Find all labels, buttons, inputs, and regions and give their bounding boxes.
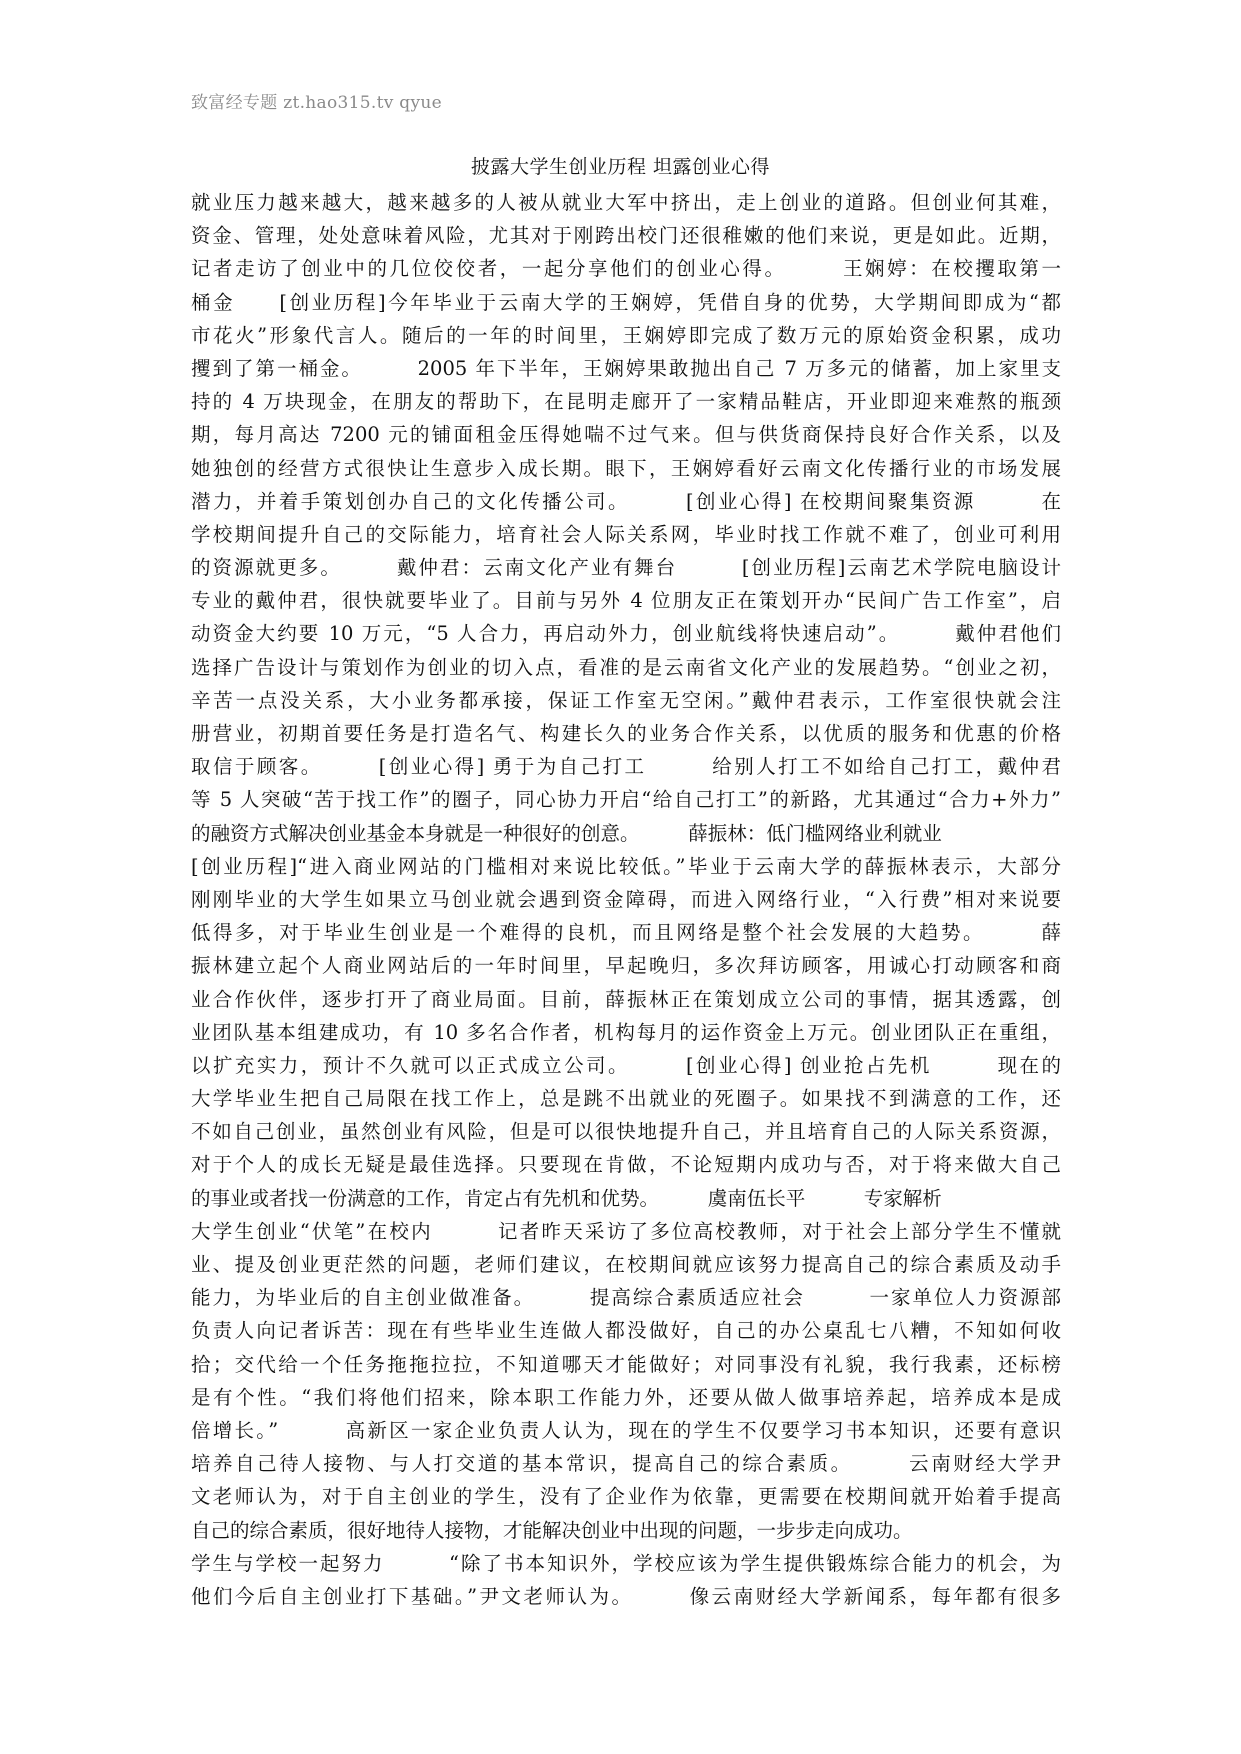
body-line: 就业压力越来越大，越来越多的人被从就业大军中挤出，走上创业的道路。但创业何其难， (191, 191, 1061, 214)
body-line: 她独创的经营方式很快让生意步入成长期。眼下，王娴婷看好云南文化传播行业的市场发展 (191, 456, 1061, 480)
body-line: 负责人向记者诉苦：现在有些毕业生连做人都没做好，自己的办公桌乱七八糟，不知如何收 (191, 1319, 1061, 1343)
body-line: 自己的综合素质，很好地待人接物，才能解决创业中出现的问题，一步步走向成功。 (191, 1518, 913, 1542)
body-line: 是有个性。“我们将他们招来，除本职工作能力外，还要从做人做事培养起，培养成本是成 (191, 1385, 1061, 1409)
body-line: 学校期间提升自己的交际能力，培育社会人际关系网，毕业时找工作就不难了，创业可利用 (191, 522, 1061, 546)
body-line: 不如自己创业，虽然创业有风险，但是可以很快地提升自己，并且培育自己的人际关系资源， (191, 1120, 1061, 1144)
body-line: 动资金大约要 10 万元，“5 人合力，再启动外力，创业航线将快速启动”。 戴仲君他们 (191, 622, 1061, 646)
body-line: 业、提及创业更茫然的问题，老师们建议，在校期间就应该努力提高自己的综合素质及动手 (191, 1253, 1061, 1276)
body-line: 培养自己待人接物、与人打交道的基本常识，提高自己的综合素质。 云南财经大学尹 (191, 1452, 1061, 1476)
body-line: 大学毕业生把自己局限在找工作上，总是跳不出就业的死圈子。如果找不到满意的工作，还 (191, 1087, 1061, 1111)
body-line: 刚刚毕业的大学生如果立马创业就会遇到资金障碍，而进入网络行业，“入行费”相对来说要 (191, 887, 1061, 911)
body-line: 辛苦一点没关系，大小业务都承接，保证工作室无空闲。”戴仲君表示，工作室很快就会注 (191, 688, 1061, 712)
body-line: 振林建立起个人商业网站后的一年时间里，早起晚归，多次拜访顾客，用诚心打动顾客和商 (191, 954, 1061, 978)
body-line: 专业的戴仲君，很快就要毕业了。目前与另外 4 位朋友正在策划开办“民间广告工作室”，启 (191, 589, 1061, 613)
body-line: 记者走访了创业中的几位佼佼者，一起分享他们的创业心得。 王娴婷：在校攫取第一 (191, 257, 1061, 281)
body-line: 能力，为毕业后的自主创业做准备。 提高综合素质适应社会 一家单位人力资源部 (191, 1286, 1061, 1310)
body-line: 业合作伙伴，逐步打开了商业局面。目前，薛振林正在策划成立公司的事情，据其透露，创 (191, 987, 1061, 1011)
body-line: 取信于顾客。 [创业心得] 勇于为自己打工 给别人打工不如给自己打工，戴仲君 (191, 755, 1061, 779)
article-body (191, 186, 1061, 1613)
body-line: 持的 4 万块现金，在朋友的帮助下，在昆明走廊开了一家精品鞋店，开业即迎来难熬的瓶颈 (191, 390, 1061, 414)
body-line: 选择广告设计与策划作为创业的切入点，看准的是云南省文化产业的发展趋势。“创业之初， (191, 655, 1061, 679)
body-line: 以扩充实力，预计不久就可以正式成立公司。 [创业心得] 创业抢占先机 现在的 (191, 1053, 1061, 1077)
body-line: 资金、管理，处处意味着风险，尤其对于刚跨出校门还很稚嫩的他们来说，更是如此。近期， (191, 224, 1061, 248)
body-line: 期，每月高达 7200 元的铺面租金压得她喘不过气来。但与供货商保持良好合作关系，以及 (191, 423, 1061, 447)
body-line: 他们今后自主创业打下基础。”尹文老师认为。 像云南财经大学新闻系，每年都有很多 (191, 1584, 1061, 1608)
body-line: 文老师认为，对于自主创业的学生，没有了企业作为依靠，更需要在校期间就开始着手提高 (191, 1485, 1061, 1509)
body-line: 低得多，对于毕业生创业是一个难得的良机，而且网络是整个社会发展的大趋势。 薛 (191, 921, 1061, 945)
body-line: 倍增长。” 高新区一家企业负责人认为，现在的学生不仅要学习书本知识，还要有意识 (191, 1418, 1061, 1442)
body-line: 学生与学校一起努力 “除了书本知识外，学校应该为学生提供锻炼综合能力的机会，为 (191, 1551, 1061, 1575)
body-line: 市花火”形象代言人。随后的一年的时间里，王娴婷即完成了数万元的原始资金积累，成功 (191, 323, 1061, 347)
body-line: 拾；交代给一个任务拖拖拉拉，不知道哪天才能做好；对同事没有礼貌，我行我素，还标榜 (191, 1352, 1061, 1376)
body-line: 的事业或者找一份满意的工作，肯定占有先机和优势。 虞南伍长平 专家解析 (191, 1186, 942, 1210)
body-line: 大学生创业“伏笔”在校内 记者昨天采访了多位高校教师，对于社会上部分学生不懂就 (191, 1219, 1061, 1243)
document-title: 披露大学生创业历程 坦露创业心得 (470, 156, 771, 178)
body-line: [创业历程]“进入商业网站的门槛相对来说比较低。”毕业于云南大学的薛振林表示，大部分 (191, 854, 1061, 878)
body-line: 桶金 [创业历程]今年毕业于云南大学的王娴婷，凭借自身的优势，大学期间即成为“都 (191, 290, 1061, 314)
body-line: 对于个人的成长无疑是最佳选择。只要现在肯做，不论短期内成功与否，对于将来做大自己 (191, 1153, 1061, 1177)
body-line: 潜力，并着手策划创办自己的文化传播公司。 [创业心得] 在校期间聚集资源 在 (191, 489, 1061, 513)
body-line: 业团队基本组建成功，有 10 多名合作者，机构每月的运作资金上万元。创业团队正在重组， (191, 1020, 1061, 1044)
body-line: 攫到了第一桶金。 2005 年下半年，王娴婷果敢抛出自己 7 万多元的储蓄，加上家里支 (191, 356, 1061, 380)
body-line: 册营业，初期首要任务是打造名气、构建长久的业务合作关系，以优质的服务和优惠的价格 (191, 722, 1061, 745)
header-note: 致富经专题 zt.hao315.tv qyue (191, 93, 443, 113)
body-line: 的融资方式解决创业基金本身就是一种很好的创意。 薛振林：低门槛网络业利就业 (191, 821, 942, 845)
body-line: 的资源就更多。 戴仲君：云南文化产业有舞台 [创业历程]云南艺术学院电脑设计 (191, 556, 1061, 580)
body-line: 等 5 人突破“苦于找工作”的圈子，同心协力开启“给自己打工”的新路，尤其通过“合力+外力” (191, 788, 1061, 812)
